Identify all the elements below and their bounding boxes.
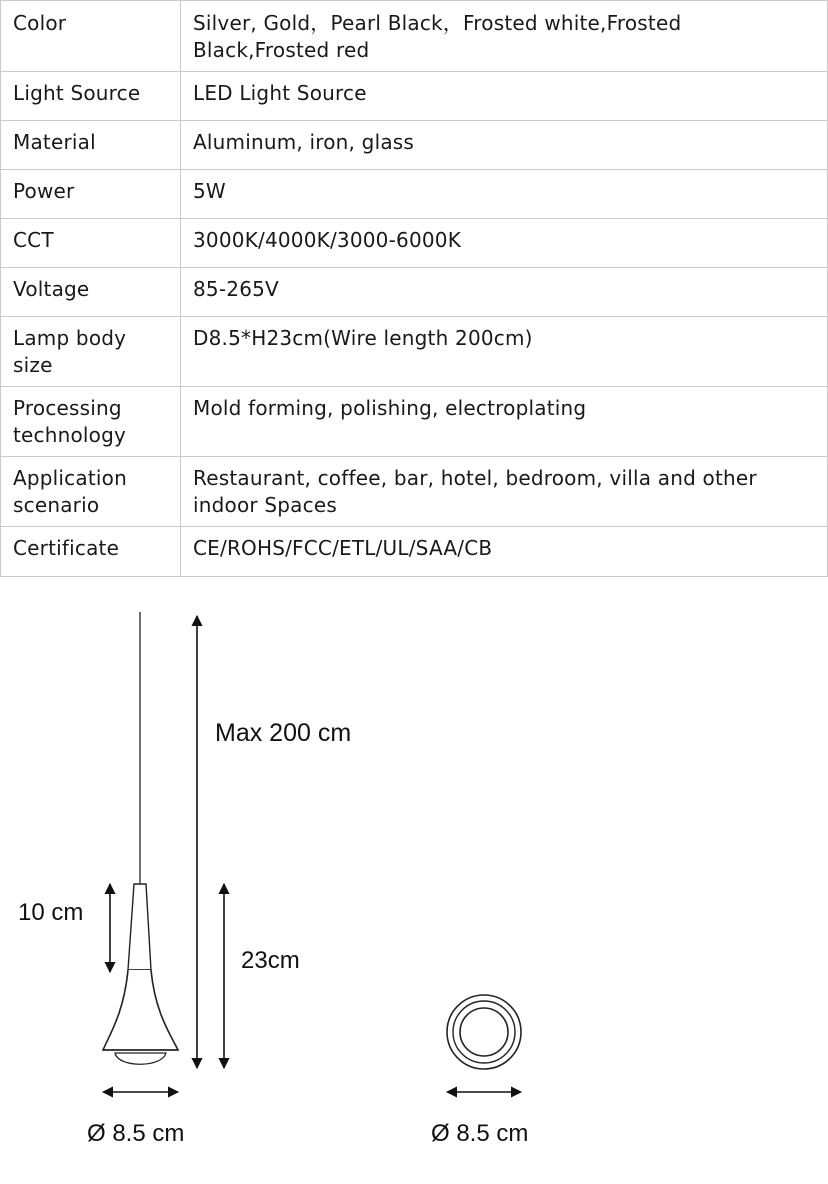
spec-row-material — [1, 121, 828, 170]
spec-row-color — [1, 1, 828, 72]
spec-row-cct — [1, 219, 828, 268]
spec-label: Color — [1, 1, 181, 72]
spec-row-application-scenario — [1, 457, 828, 527]
body-height-label: 23cm — [241, 947, 300, 974]
shade-height-label: 10 cm — [18, 899, 84, 926]
spec-row-light-source — [1, 72, 828, 121]
dimension-diagram — [0, 572, 828, 1184]
spec-value: Silver, Gold，Pearl Black，Frosted white,Frosted Black,Frosted red — [181, 1, 828, 72]
top-diameter-label: Ø 8.5 cm — [431, 1120, 529, 1147]
spec-value: Restaurant, coffee, bar, hotel, bedroom, villa and other indoor Spaces — [181, 457, 828, 527]
spec-row-certificate — [1, 527, 828, 577]
spec-value: 85-265V — [181, 268, 828, 317]
spec-label: Certificate — [1, 527, 181, 577]
spec-label: Processing technology — [1, 387, 181, 457]
spec-value: Mold forming, polishing, electroplating — [181, 387, 828, 457]
spec-label: Power — [1, 170, 181, 219]
spec-row-power — [1, 170, 828, 219]
spec-value: Aluminum, iron, glass — [181, 121, 828, 170]
dimension-drawing — [0, 572, 828, 1184]
spec-value: 3000K/4000K/3000-6000K — [181, 219, 828, 268]
pendant-lamp-side-view — [103, 884, 178, 1064]
spec-table — [0, 0, 828, 577]
spec-label: Material — [1, 121, 181, 170]
spec-label: Voltage — [1, 268, 181, 317]
max-length-label: Max 200 cm — [215, 719, 352, 747]
spec-label: Application scenario — [1, 457, 181, 527]
spec-value: D8.5*H23cm(Wire length 200cm) — [181, 317, 828, 387]
spec-value: 5W — [181, 170, 828, 219]
spec-value: CE/ROHS/FCC/ETL/UL/SAA/CB — [181, 527, 828, 577]
spec-label: Lamp body size — [1, 317, 181, 387]
spec-label: Light Source — [1, 72, 181, 121]
spec-row-lamp-body-size — [1, 317, 828, 387]
spec-row-processing-technology — [1, 387, 828, 457]
spec-row-voltage — [1, 268, 828, 317]
side-diameter-label: Ø 8.5 cm — [87, 1120, 185, 1147]
pendant-lamp-top-view — [447, 995, 521, 1069]
spec-label: CCT — [1, 219, 181, 268]
spec-value: LED Light Source — [181, 72, 828, 121]
